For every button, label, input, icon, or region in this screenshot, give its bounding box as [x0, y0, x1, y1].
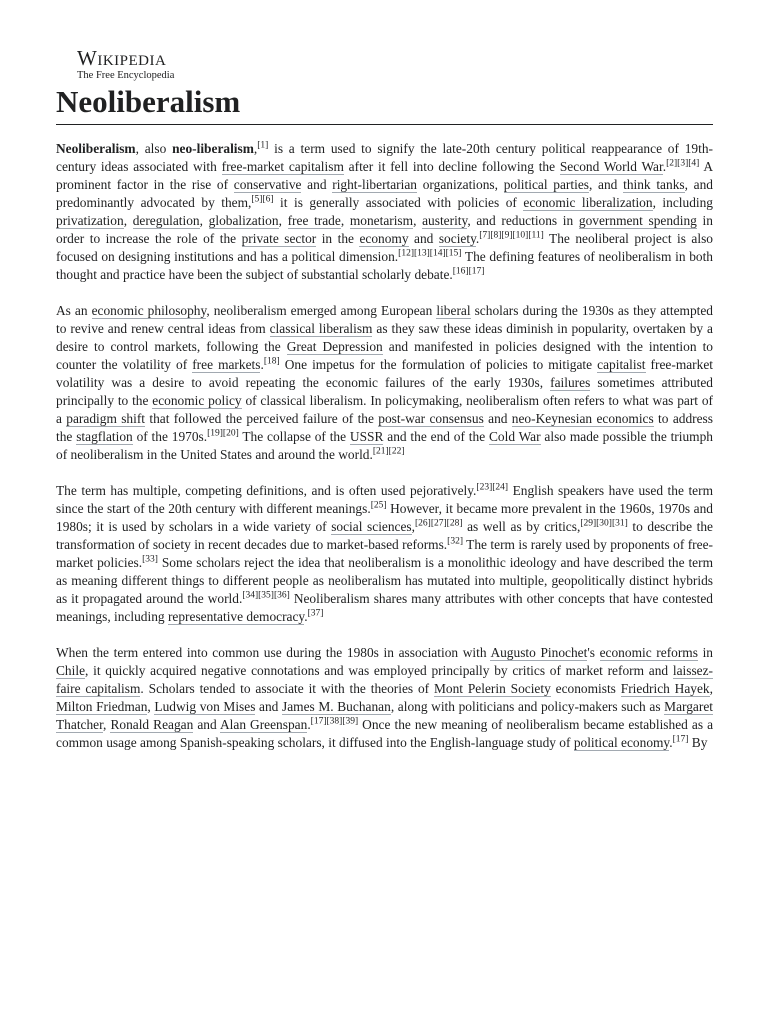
link-political-economy[interactable]: political economy — [573, 735, 670, 750]
text: By — [688, 735, 708, 750]
text: sometimes attributed principally to the — [56, 375, 713, 408]
text: and — [483, 411, 512, 426]
text: to describe the transformation of society in recent decades due to market-based reforms. — [56, 519, 713, 552]
link-liberal[interactable]: liberal — [436, 303, 471, 318]
link-augusto-pinochet[interactable]: Augusto Pinochet — [490, 645, 588, 660]
text: after it fell into decline following the — [343, 159, 560, 174]
text: and — [408, 231, 439, 246]
link-society[interactable]: society — [438, 231, 476, 246]
citation[interactable]: [29][30][31] — [580, 518, 628, 529]
link-think-tanks[interactable]: think tanks — [623, 177, 685, 192]
link-deregulation[interactable]: deregulation — [132, 213, 200, 228]
logo-tagline: The Free Encyclopedia — [77, 70, 175, 81]
text: As an — [56, 303, 92, 318]
citation[interactable]: [25] — [370, 500, 387, 511]
text: The neoliberal project is also focused on designing institutions and has a political dimension. — [56, 231, 714, 264]
text: One impetus for the formulation of policies to mitigate — [279, 357, 598, 372]
link-failures[interactable]: failures — [550, 375, 591, 390]
text: , — [253, 141, 258, 156]
text: free-market volatility was a desire to avoid repeating the economic failures of the early 1930s, — [56, 357, 713, 390]
text: . — [307, 717, 311, 732]
link-classical-liberalism[interactable]: classical liberalism — [269, 321, 373, 336]
text: , neoliberalism emerged among European — [206, 303, 437, 318]
link-ussr[interactable]: USSR — [349, 429, 384, 444]
citation[interactable]: [7][8][9][10][11] — [479, 230, 544, 241]
link-chile[interactable]: Chile — [56, 663, 86, 678]
link-friedrich-hayek[interactable]: Friedrich Hayek — [620, 681, 710, 696]
link-milton-friedman[interactable]: Milton Friedman — [56, 699, 148, 714]
text: , — [411, 519, 416, 534]
link-alan-greenspan[interactable]: Alan Greenspan — [219, 717, 308, 732]
link-cold-war[interactable]: Cold War — [488, 429, 541, 444]
link-second-world-war[interactable]: Second World War — [559, 159, 663, 174]
text: . — [304, 609, 308, 624]
text: . — [475, 231, 480, 246]
text: organizations, — [417, 177, 504, 192]
text: . — [662, 159, 667, 174]
link-free-markets[interactable]: free markets — [192, 357, 261, 372]
text: Some scholars reject the idea that neoliberalism is a monolithic ideology and have described the term as meaning different things to different people as neoliberalism has mutated into multiple, geopolitically distinct hybrids as it propagated around the world. — [56, 555, 713, 606]
link-mont-pelerin-society[interactable]: Mont Pelerin Society — [433, 681, 551, 696]
link-free-trade[interactable]: free trade — [287, 213, 341, 228]
citation[interactable]: [17] — [672, 734, 689, 745]
text: economists — [550, 681, 621, 696]
citation[interactable]: [21][22] — [372, 446, 405, 457]
citation[interactable]: [12][13][14][15] — [398, 248, 462, 259]
text: , — [278, 213, 288, 228]
link-government-spending[interactable]: government spending — [578, 213, 697, 228]
text: Neoliberalism shares many attributes with other concepts that have contested meanings, including — [56, 591, 713, 624]
link-economic-policy[interactable]: economic policy — [152, 393, 242, 408]
link-paradigm-shift[interactable]: paradigm shift — [66, 411, 146, 426]
text: . Scholars tended to associate it with the theories of — [140, 681, 434, 696]
citation[interactable]: [37] — [307, 608, 324, 619]
link-right-libertarian[interactable]: right-libertarian — [332, 177, 418, 192]
link-margaret-thatcher[interactable]: Margaret Thatcher — [56, 699, 714, 732]
text: is a term used to signify the late-20th century political reappearance of 19th-century ideas associated with — [56, 141, 713, 174]
link-political-parties[interactable]: political parties — [503, 177, 589, 192]
text: 's — [587, 645, 600, 660]
text: , — [199, 213, 209, 228]
text: , — [123, 213, 133, 228]
citation[interactable]: [17][38][39] — [310, 716, 359, 727]
link-ludwig-von-mises[interactable]: Ludwig von Mises — [154, 699, 256, 714]
title-divider — [56, 124, 713, 125]
link-conservative[interactable]: conservative — [233, 177, 302, 192]
text: Once the new meaning of neoliberalism became established as a common usage among Spanish-speaking scholars, it diffused into the English-language study of — [56, 717, 714, 750]
text: of classical liberalism. In policymaking, neoliberalism often refers to what was part of a — [56, 393, 714, 426]
text: as they saw these ideas diminish in popularity, overtaken by a desire to control markets, following the — [56, 321, 713, 354]
link-laissez-faire-capitalism[interactable]: laissez-faire capitalism — [56, 663, 713, 696]
text: also made possible the triumph of neoliberalism in the United States and around the world. — [56, 429, 713, 462]
citation[interactable]: [34][35][36] — [242, 590, 290, 601]
link-globalization[interactable]: globalization — [208, 213, 279, 228]
link-post-war-consensus[interactable]: post-war consensus — [378, 411, 484, 426]
text: The collapse of the — [238, 429, 350, 444]
link-james-m-buchanan[interactable]: James M. Buchanan — [282, 699, 391, 714]
text: , it quickly acquired negative connotations and was employed principally by critics of market reform and — [85, 663, 673, 678]
citation[interactable]: [2][3][4] — [666, 158, 700, 169]
citation[interactable]: [19][20] — [207, 428, 239, 439]
text: The defining features of neoliberalism in both thought and practice have been the subject of substantial scholarly debate. — [56, 249, 713, 282]
link-austerity[interactable]: austerity — [422, 213, 468, 228]
link-social-sciences[interactable]: social sciences — [331, 519, 412, 534]
wikipedia-logo[interactable] — [77, 48, 174, 82]
text: and — [255, 699, 283, 714]
text: , — [413, 213, 423, 228]
citation[interactable]: [23][24] — [476, 482, 509, 493]
link-monetarism[interactable]: monetarism — [349, 213, 414, 228]
text: of the 1970s. — [132, 429, 208, 444]
article-body — [56, 140, 713, 770]
text: in — [697, 645, 713, 660]
text: , and predominantly advocated by them, — [56, 177, 714, 210]
link-capitalist[interactable]: capitalist — [597, 357, 646, 372]
text: and — [193, 717, 220, 732]
text: in the — [316, 231, 360, 246]
text: When the term entered into common use during the 1980s in association with — [56, 645, 491, 660]
text: . — [260, 357, 264, 372]
text: and manifested in policies designed with the intention to counter the volatility of — [56, 339, 713, 372]
text: , including — [652, 195, 714, 210]
text: , — [103, 717, 111, 732]
text: , — [709, 681, 713, 696]
citation[interactable]: [32] — [447, 536, 463, 547]
text: and — [301, 177, 333, 192]
citation[interactable]: [1] — [257, 140, 269, 151]
text: in order to increase the role of the — [56, 213, 713, 246]
citation[interactable]: [18] — [263, 356, 280, 367]
link-economic-reforms[interactable]: economic reforms — [599, 645, 698, 660]
text: However, it became more prevalent in the 1960s, 1970s and 1980s; it is used by scholars in a wide variety of — [56, 501, 713, 534]
link-economic-liberalization[interactable]: economic liberalization — [523, 195, 653, 210]
text: , and — [588, 177, 624, 192]
link-economy[interactable]: economy — [359, 231, 409, 246]
link-ronald-reagan[interactable]: Ronald Reagan — [110, 717, 194, 732]
citation[interactable]: [16][17] — [452, 266, 485, 277]
text: . — [669, 735, 673, 750]
bold-term: Neoliberalism — [56, 141, 136, 156]
citation[interactable]: [5][6] — [251, 194, 274, 205]
paragraph-2 — [56, 302, 713, 464]
paragraph-3 — [56, 482, 713, 626]
link-neo-keynesian-economics[interactable]: neo-Keynesian economics — [511, 411, 654, 426]
text: and the end of the — [383, 429, 489, 444]
text: that followed the perceived failure of the — [145, 411, 379, 426]
text: English speakers have used the term since the start of the 20th century with different meanings. — [56, 483, 713, 516]
text: scholars during the 1930s as they attempted to revive and renew central ideas from — [56, 303, 713, 336]
logo-wordmark: Wikipedia — [77, 46, 167, 70]
text: The term has multiple, competing definitions, and is often used pejoratively. — [56, 483, 477, 498]
link-economic-philosophy[interactable]: economic philosophy — [91, 303, 207, 318]
link-free-market-capitalism[interactable]: free-market capitalism — [221, 159, 344, 174]
citation[interactable]: [26][27][28] — [415, 518, 463, 529]
text: A prominent factor in the rise of — [56, 159, 714, 192]
page-title: Neoliberalism — [56, 84, 241, 119]
text: to address the — [56, 411, 713, 444]
link-privatization[interactable]: privatization — [56, 213, 124, 228]
text: , — [147, 699, 155, 714]
link-private-sector[interactable]: private sector — [241, 231, 317, 246]
text: , and reductions in — [467, 213, 579, 228]
text: , — [340, 213, 350, 228]
link-great-depression[interactable]: Great Depression — [286, 339, 383, 354]
paragraph-4 — [56, 644, 713, 752]
paragraph-1 — [56, 140, 713, 284]
bold-term: neo-liberalism — [172, 141, 254, 156]
text: The term is rarely used by proponents of free-market policies. — [56, 537, 713, 570]
citation[interactable]: [33] — [142, 554, 158, 565]
link-stagflation[interactable]: stagflation — [76, 429, 133, 444]
text: , along with politicians and policy-makers such as — [390, 699, 665, 714]
text: , also — [135, 141, 173, 156]
text: it is generally associated with policies of — [273, 195, 524, 210]
link-representative-democracy[interactable]: representative democracy — [167, 609, 305, 624]
text: as well as by critics, — [462, 519, 581, 534]
